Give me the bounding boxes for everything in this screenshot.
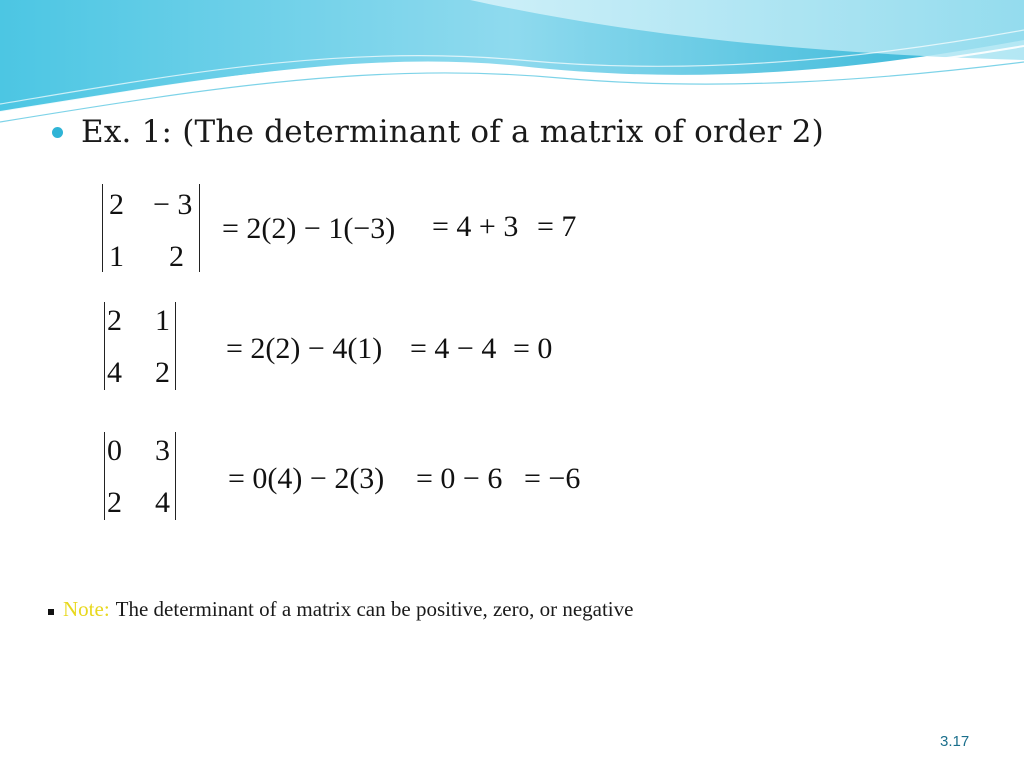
slide-title-row: [52, 108, 824, 156]
matrix-entry: − 3: [153, 188, 193, 221]
note-row: [48, 597, 633, 622]
matrix-entry: 1: [155, 304, 170, 337]
expansion-step: = 2(2) − 4(1): [226, 332, 383, 365]
square-bullet-icon: [48, 609, 54, 615]
matrix-entry: 4: [107, 356, 122, 389]
result-step: = 7: [537, 210, 577, 243]
determinant-matrix-3: [104, 432, 176, 520]
note-text: The determinant of a matrix can be positive, zero, or negative: [115, 597, 634, 621]
determinant-matrix-1: [102, 184, 200, 272]
matrix-entry: 2: [107, 486, 122, 519]
simplify-step: = 4 + 3: [432, 210, 519, 243]
slide-title: Ex. 1: (The determinant of a matrix of order 2): [81, 114, 824, 150]
expansion-step: = 0(4) − 2(3): [228, 462, 385, 495]
matrix-entry: 0: [107, 434, 122, 467]
note-label: Note:: [63, 597, 110, 621]
simplify-step: = 0 − 6: [416, 462, 503, 495]
determinant-matrix-2: [104, 302, 176, 390]
bullet-dot-icon: [52, 127, 63, 138]
result-step: = 0: [513, 332, 553, 365]
matrix-entry: 2: [155, 356, 170, 389]
matrix-entry: 2: [107, 304, 122, 337]
matrix-entry: 4: [155, 486, 170, 519]
simplify-step: = 4 − 4: [410, 332, 497, 365]
result-step: = −6: [524, 462, 581, 495]
matrix-entry: 1: [109, 240, 124, 273]
matrix-entry: 3: [155, 434, 170, 467]
slide-number: 3.17: [940, 733, 970, 750]
matrix-entry: 2: [109, 188, 124, 221]
matrix-entry: 2: [169, 240, 184, 273]
expansion-step: = 2(2) − 1(−3): [222, 212, 396, 245]
